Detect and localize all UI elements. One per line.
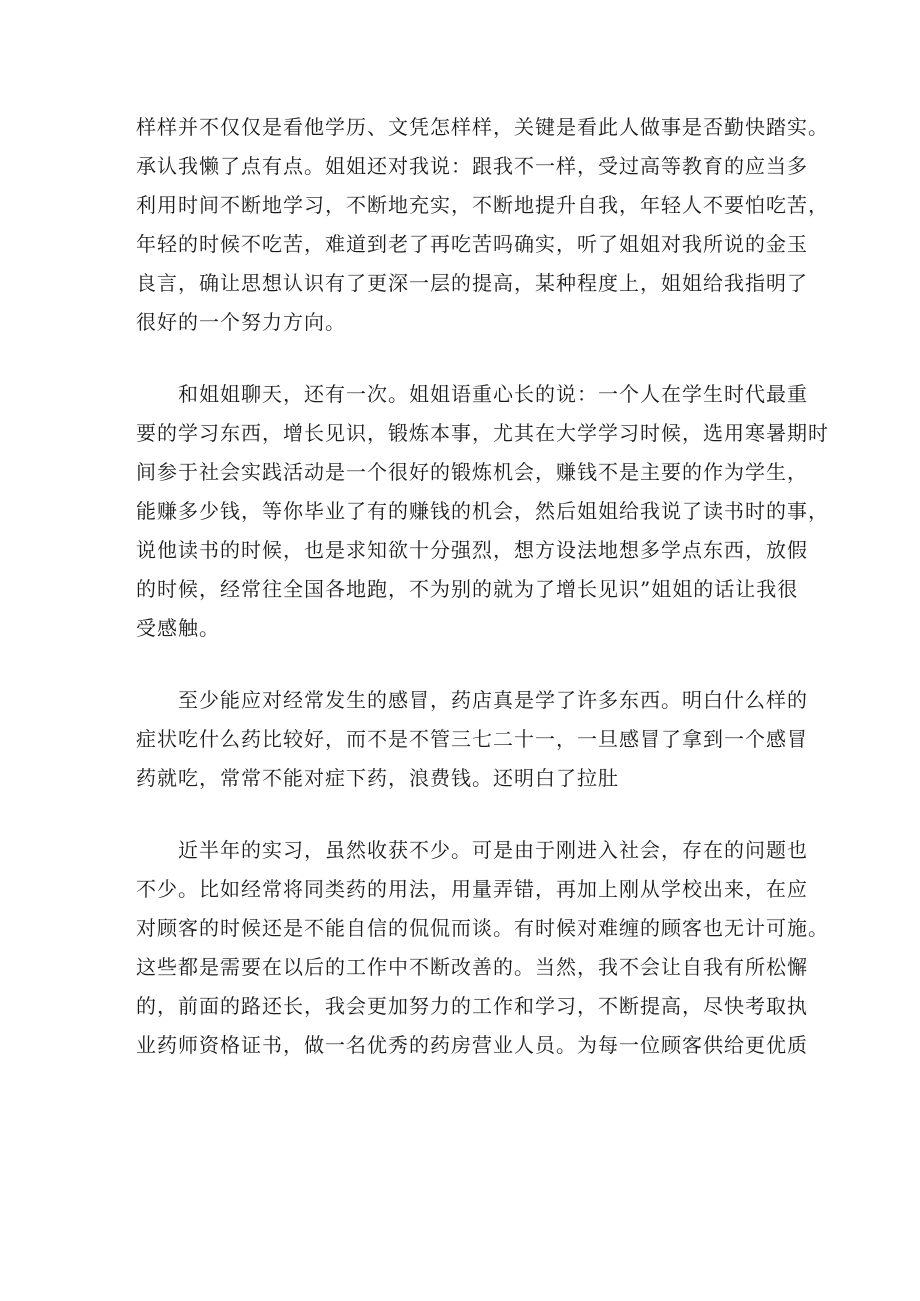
- paragraph-3: [136, 681, 808, 798]
- text-line: 要的学习东西，增长见识，锻炼本事，尤其在大学学习时候，选用寒暑期时: [136, 421, 829, 445]
- paragraph-1: [136, 108, 829, 342]
- document-body: [136, 108, 829, 1065]
- text-line: 间参于社会实践活动是一个很好的锻炼机会，赚钱不是主要的作为学生，: [136, 460, 808, 484]
- text-line: 的，前面的路还长，我会更加努力的工作和学习，不断提高，尽快考取执: [136, 994, 808, 1018]
- text-line: 症状吃什么药比较好，而不是不管三七二十一，一旦感冒了拿到一个感冒: [136, 727, 808, 751]
- text-line: 样样并不仅仅是看他学历、文凭怎样样，关键是看此人做事是否勤快踏实。: [136, 115, 829, 139]
- text-line: 至少能应对经常发生的感冒，药店真是学了许多东西。明白什么样的: [136, 688, 808, 712]
- text-line: 良言，确让思想认识有了更深一层的提高，某种程度上，姐姐给我指明了: [136, 271, 808, 295]
- text-line: 很好的一个努力方向。: [136, 310, 346, 334]
- paragraph-spacer: [136, 798, 786, 831]
- text-line: 承认我懒了点有点。姐姐还对我说：跟我不一样，受过高等教育的应当多: [136, 154, 808, 178]
- text-line: 能赚多少钱，等你毕业了有的赚钱的机会，然后姐姐给我说了读书时的事，: [136, 499, 829, 523]
- text-line: 近半年的实习，虽然收获不少。可是由于刚进入社会，存在的问题也: [136, 838, 808, 862]
- text-line: 业药师资格证书，做一名优秀的药房营业人员。为每一位顾客供给更优质: [136, 1033, 808, 1057]
- text-line: 年轻的时候不吃苦，难道到老了再吃苦吗确实，听了姐姐对我所说的金玉: [136, 232, 808, 256]
- paragraph-spacer: [136, 342, 786, 375]
- text-line: 这些都是需要在以后的工作中不断改善的。当然，我不会让自我有所松懈: [136, 955, 808, 979]
- text-line: 对顾客的时候还是不能自信的侃侃而谈。有时候对难缠的顾客也无计可施。: [136, 916, 829, 940]
- text-line: 不少。比如经常将同类药的用法，用量弄错，再加上刚从学校出来，在应: [136, 877, 808, 901]
- text-line: 利用时间不断地学习，不断地充实，不断地提升自我，年轻人不要怕吃苦，: [136, 193, 829, 217]
- paragraph-spacer: [136, 648, 786, 681]
- paragraph-2: [136, 375, 829, 648]
- paragraph-4: [136, 831, 829, 1065]
- text-line: 的时候，经常往全国各地跑，不为别的就为了增长见识”姐姐的话让我很: [136, 577, 799, 601]
- text-line: 药就吃，常常不能对症下药，浪费钱。还明白了拉肚: [136, 766, 619, 790]
- text-line: 说他读书的时候，也是求知欲十分强烈，想方设法地想多学点东西，放假: [136, 538, 808, 562]
- text-line: 和姐姐聊天，还有一次。姐姐语重心长的说：一个人在学生时代最重: [136, 382, 808, 406]
- text-line: 受感触。: [136, 616, 220, 640]
